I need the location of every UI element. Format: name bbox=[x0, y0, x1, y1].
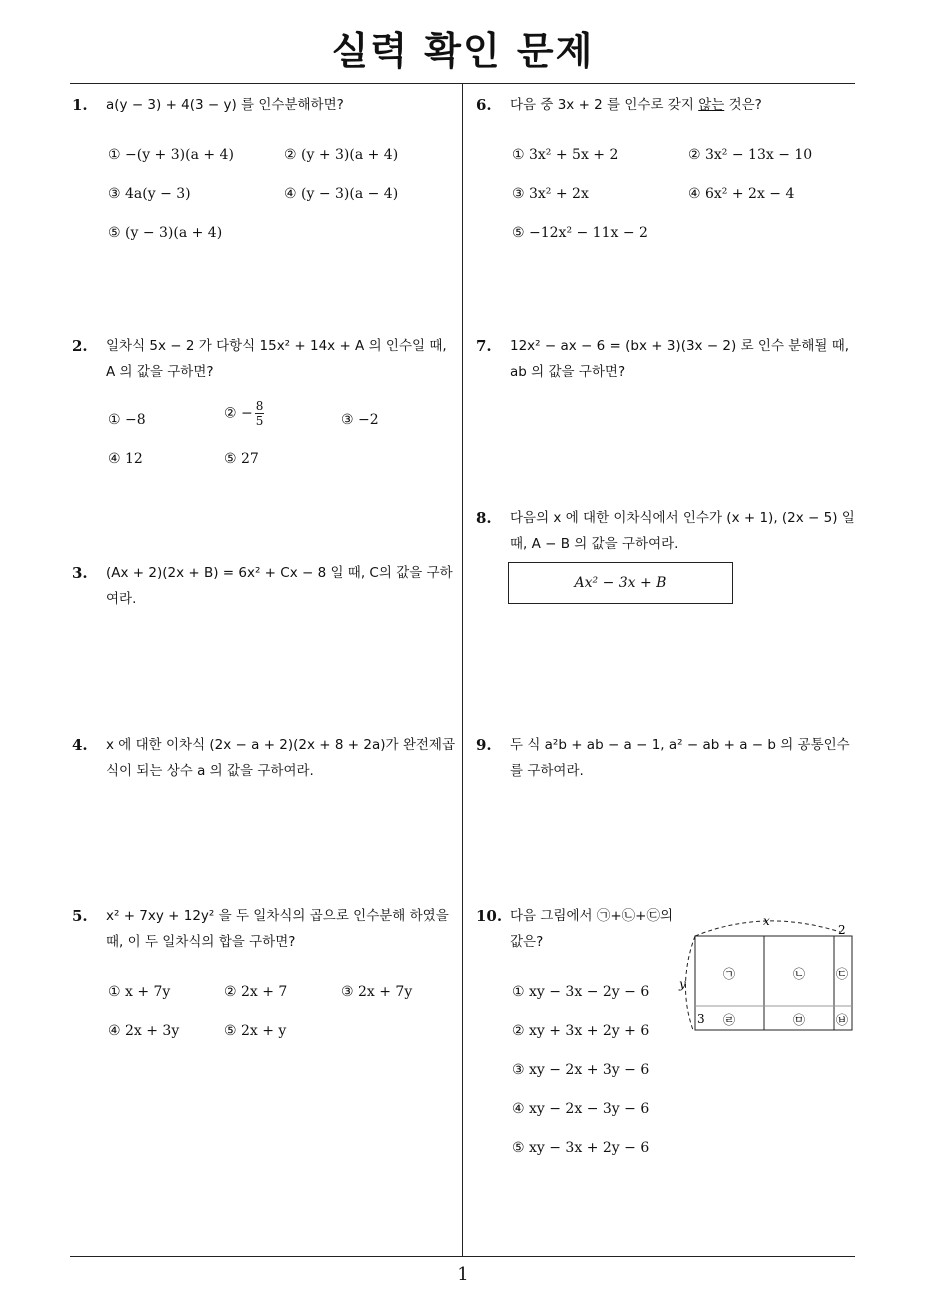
option-5[interactable]: ⑤ 2x + y bbox=[224, 1023, 287, 1039]
option-3[interactable]: ③ 3x² + 2x bbox=[512, 186, 589, 202]
question-text: x² + 7xy + 12y² 을 두 일차식의 곱으로 인수분해 하였을 때, 이 두 일차식의 합을 구하면? bbox=[106, 908, 449, 950]
question-text-underlined: 않는 bbox=[698, 97, 725, 113]
cell-top-3: ㉢ bbox=[836, 967, 849, 981]
question-text-after: 것은? bbox=[724, 97, 762, 113]
question-number: 7. bbox=[476, 337, 492, 355]
question-6 bbox=[476, 92, 861, 241]
option-5[interactable]: ⑤ −12x² − 11x − 2 bbox=[512, 225, 648, 241]
question-1 bbox=[72, 92, 457, 241]
option-1[interactable]: ① x + 7y bbox=[108, 984, 171, 1000]
option-1[interactable]: ① xy − 3x − 2y − 6 bbox=[512, 984, 650, 1000]
option-4[interactable]: ④ 6x² + 2x − 4 bbox=[688, 186, 795, 202]
question-8 bbox=[476, 505, 861, 557]
option-2[interactable]: ② 2x + 7 bbox=[224, 984, 288, 1000]
option-2[interactable]: ② xy + 3x + 2y + 6 bbox=[512, 1023, 650, 1039]
question-text: (Ax + 2)(2x + B) = 6x² + Cx − 8 일 때, C의 값을 구하여라. bbox=[106, 565, 453, 607]
label-bottom-left: 3 bbox=[697, 1012, 705, 1026]
options bbox=[510, 118, 861, 241]
option-1[interactable]: ① 3x² + 5x + 2 bbox=[512, 147, 619, 163]
option-2[interactable] bbox=[224, 399, 264, 428]
cell-bottom-2: ㉤ bbox=[793, 1013, 806, 1027]
question-number: 10. bbox=[476, 907, 503, 925]
question-10 bbox=[476, 903, 676, 955]
option-4[interactable]: ④ 2x + 3y bbox=[108, 1023, 180, 1039]
options bbox=[106, 118, 457, 241]
label-left: y bbox=[679, 977, 686, 991]
question-number: 8. bbox=[476, 509, 492, 527]
question-9 bbox=[476, 732, 861, 784]
question-number: 4. bbox=[72, 736, 88, 754]
page-title: 실력 확인 문제 bbox=[331, 29, 595, 73]
question-10-options bbox=[476, 975, 676, 1155]
option-2[interactable]: ② 3x² − 13x − 10 bbox=[688, 147, 813, 163]
label-top: x bbox=[763, 914, 770, 928]
cell-bottom-3: ㉥ bbox=[836, 1013, 849, 1027]
label-right: 2 bbox=[838, 923, 846, 937]
options bbox=[510, 975, 676, 1155]
option-1[interactable]: ① −(y + 3)(a + 4) bbox=[108, 147, 234, 163]
question-number: 3. bbox=[72, 564, 88, 582]
question-text: 다음의 x 에 대한 이차식에서 인수가 (x + 1), (2x − 5) 일 때, A − B 의 값을 구하여라. bbox=[510, 510, 855, 552]
dashed-arc-left bbox=[685, 936, 695, 1030]
option-3[interactable]: ③ −2 bbox=[341, 412, 379, 428]
cell-bottom-1: ㉣ bbox=[723, 1013, 736, 1027]
column-divider bbox=[462, 83, 463, 1256]
option-2-label: ② − bbox=[224, 405, 253, 422]
question-text: 12x² − ax − 6 = (bx + 3)(3x − 2) 로 인수 분해될 때, ab 의 값을 구하면? bbox=[510, 338, 850, 380]
question-4 bbox=[72, 732, 457, 784]
question-text: 두 식 a²b + ab − a − 1, a² − ab + a − b 의 공통인수를 구하여라. bbox=[510, 737, 850, 779]
outer-rectangle bbox=[695, 936, 852, 1030]
option-3[interactable]: ③ 2x + 7y bbox=[341, 984, 413, 1000]
option-4[interactable]: ④ xy − 2x − 3y − 6 bbox=[512, 1101, 650, 1117]
page-number: 1 bbox=[457, 1264, 469, 1285]
option-4[interactable]: ④ 12 bbox=[108, 451, 143, 467]
expression-box: Ax² − 3x + B bbox=[508, 562, 733, 604]
option-5[interactable]: ⑤ xy − 3x + 2y − 6 bbox=[512, 1140, 650, 1156]
option-3[interactable]: ③ xy − 2x + 3y − 6 bbox=[512, 1062, 650, 1078]
rectangle-figure bbox=[675, 910, 860, 1040]
question-text: a(y − 3) + 4(3 − y) 를 인수분해하면? bbox=[106, 97, 344, 113]
question-number: 1. bbox=[72, 96, 88, 114]
question-text: 다음 그림에서 ㉠+㉡+㉢의 값은? bbox=[510, 908, 673, 950]
question-number: 2. bbox=[72, 337, 88, 355]
question-number: 5. bbox=[72, 907, 88, 925]
fraction-numerator: 8 bbox=[255, 399, 264, 413]
question-3 bbox=[72, 560, 457, 612]
question-text-before: 다음 중 3x + 2 를 인수로 갖지 bbox=[510, 97, 699, 113]
question-text bbox=[510, 92, 861, 118]
options bbox=[106, 955, 457, 1045]
fraction-denominator: 5 bbox=[255, 414, 264, 428]
question-5 bbox=[72, 903, 457, 1045]
bottom-divider bbox=[70, 1256, 855, 1257]
question-number: 9. bbox=[476, 736, 492, 754]
cell-top-2: ㉡ bbox=[793, 967, 806, 981]
option-5[interactable]: ⑤ 27 bbox=[224, 451, 259, 467]
cell-top-1: ㉠ bbox=[723, 967, 736, 981]
option-4[interactable]: ④ (y − 3)(a − 4) bbox=[284, 186, 399, 202]
option-2[interactable]: ② (y + 3)(a + 4) bbox=[284, 147, 399, 163]
fraction bbox=[255, 399, 265, 428]
question-text: x 에 대한 이차식 (2x − a + 2)(2x + 8 + 2a)가 완전제곱식이 되는 상수 a 의 값을 구하여라. bbox=[106, 737, 456, 779]
option-3[interactable]: ③ 4a(y − 3) bbox=[108, 186, 191, 202]
question-2 bbox=[72, 333, 457, 475]
option-1[interactable]: ① −8 bbox=[108, 412, 146, 428]
options bbox=[106, 385, 457, 475]
question-number: 6. bbox=[476, 96, 492, 114]
question-7 bbox=[476, 333, 861, 385]
question-text: 일차식 5x − 2 가 다항식 15x² + 14x + A 의 인수일 때, A 의 값을 구하면? bbox=[106, 338, 447, 380]
option-5[interactable]: ⑤ (y − 3)(a + 4) bbox=[108, 225, 223, 241]
